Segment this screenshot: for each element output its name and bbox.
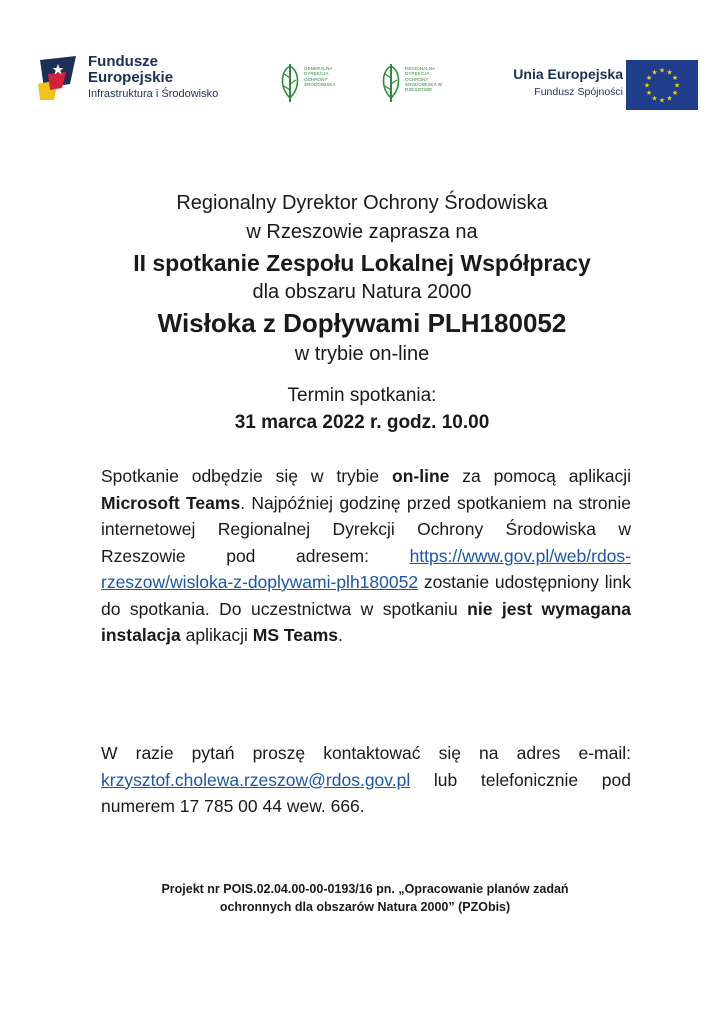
project-footer	[100, 880, 630, 916]
eu-star-icon: ★	[671, 75, 679, 82]
ue-subtitle: Fundusz Spójności	[534, 86, 623, 98]
gdos-logo-text: GENERALNA DYREKCJA OCHRONY ŚRODOWISKA	[304, 66, 336, 87]
ue-logo-text	[481, 66, 623, 98]
ms-teams-emphasis: MS Teams	[252, 625, 339, 645]
eu-star-icon: ★	[666, 95, 673, 103]
eu-star-icon: ★	[658, 67, 666, 75]
natura-site-name: Wisłoka z Dopływami PLH180052	[157, 308, 567, 338]
teams-emphasis: Microsoft Teams	[101, 492, 241, 513]
invitation-line-2: w Rzeszowie zaprasza na	[246, 221, 478, 243]
eu-flag-icon	[626, 60, 698, 110]
eu-star-icon: ★	[643, 82, 651, 90]
eu-star-icon: ★	[673, 82, 681, 90]
eu-star-icon: ★	[651, 69, 658, 77]
eu-star-icon: ★	[671, 90, 679, 97]
leaf-icon	[276, 58, 304, 104]
meeting-title: II spotkanie Zespołu Lokalnej Współpracy	[133, 250, 591, 276]
leaf-icon	[377, 58, 405, 104]
contact-email-link[interactable]: krzysztof.cholewa.rzeszow@rdos.gov.pl	[101, 769, 411, 790]
no-install-emphasis: nie jest wymagana instalacja	[101, 598, 631, 645]
fe-line-1: Fundusze	[88, 53, 158, 70]
rdos-logo	[377, 58, 451, 104]
eu-star-icon: ★	[651, 95, 658, 103]
rdos-logo-text: REGIONALNA DYREKCJA OCHRONY ŚRODOWISKA W RZESZOWIE	[405, 66, 443, 93]
eu-star-icon: ★	[658, 97, 666, 105]
gdos-logo	[276, 58, 350, 104]
fundusze-europejskie-logo-text	[88, 54, 218, 100]
invitation-line-1: Regionalny Dyrektor Ochrony Środowiska	[176, 192, 548, 214]
term-value: 31 marca 2022 r. godz. 10.00	[234, 412, 490, 433]
footer-line-2: ochronnych dla obszarów Natura 2000” (PZObis)	[219, 900, 511, 914]
contact-paragraph: W razie pytań proszę kontaktować się na adres e-mail: krzysztof.cholewa.rzeszow@rdos.gov.pl lub telefonicznie pod numerem 17 785 00 44 wew. 666.	[101, 743, 631, 816]
rdos-meeting-link[interactable]: https://www.gov.pl/web/rdos-rzeszow/wisloka-z-doplywami-plh180052	[101, 545, 631, 592]
fe-line-3: Infrastruktura i Środowisko	[88, 87, 219, 100]
logo-header	[36, 44, 696, 120]
eu-star-icon: ★	[645, 90, 653, 97]
footer-line-1: Projekt nr POIS.02.04.00-00-0193/16 pn. „Opracowanie planów zadań	[161, 882, 569, 896]
eu-star-icon: ★	[666, 69, 673, 77]
meeting-mode: w trybie on-line	[294, 343, 430, 365]
fe-line-2: Europejskie	[88, 68, 174, 86]
online-emphasis: on-line	[392, 466, 450, 486]
fundusze-europejskie-flag-icon	[36, 54, 82, 102]
ue-title: Unia Europejska	[513, 66, 623, 82]
eu-star-icon: ★	[645, 75, 653, 82]
invitation-line-4: dla obszaru Natura 2000	[252, 281, 472, 303]
term-label: Termin spotkania:	[287, 385, 437, 406]
meeting-info-paragraph: Spotkanie odbędzie się w trybie on-line za pomocą aplikacji Microsoft Teams. Najpóźniej godzinę przed spotkaniem na stronie internetowej Regionalnej Dyrekcji Ochrony Środowiska w Rzeszowie pod adresem: https://www.gov.pl/web/rdos-rzeszow/wisloka-z-doplywami-plh180052 zostanie udostępniony link do spotkania. Do uczestnictwa w spotkaniu nie jest wymagana instalacja aplikacji MS Teams.	[101, 466, 632, 645]
